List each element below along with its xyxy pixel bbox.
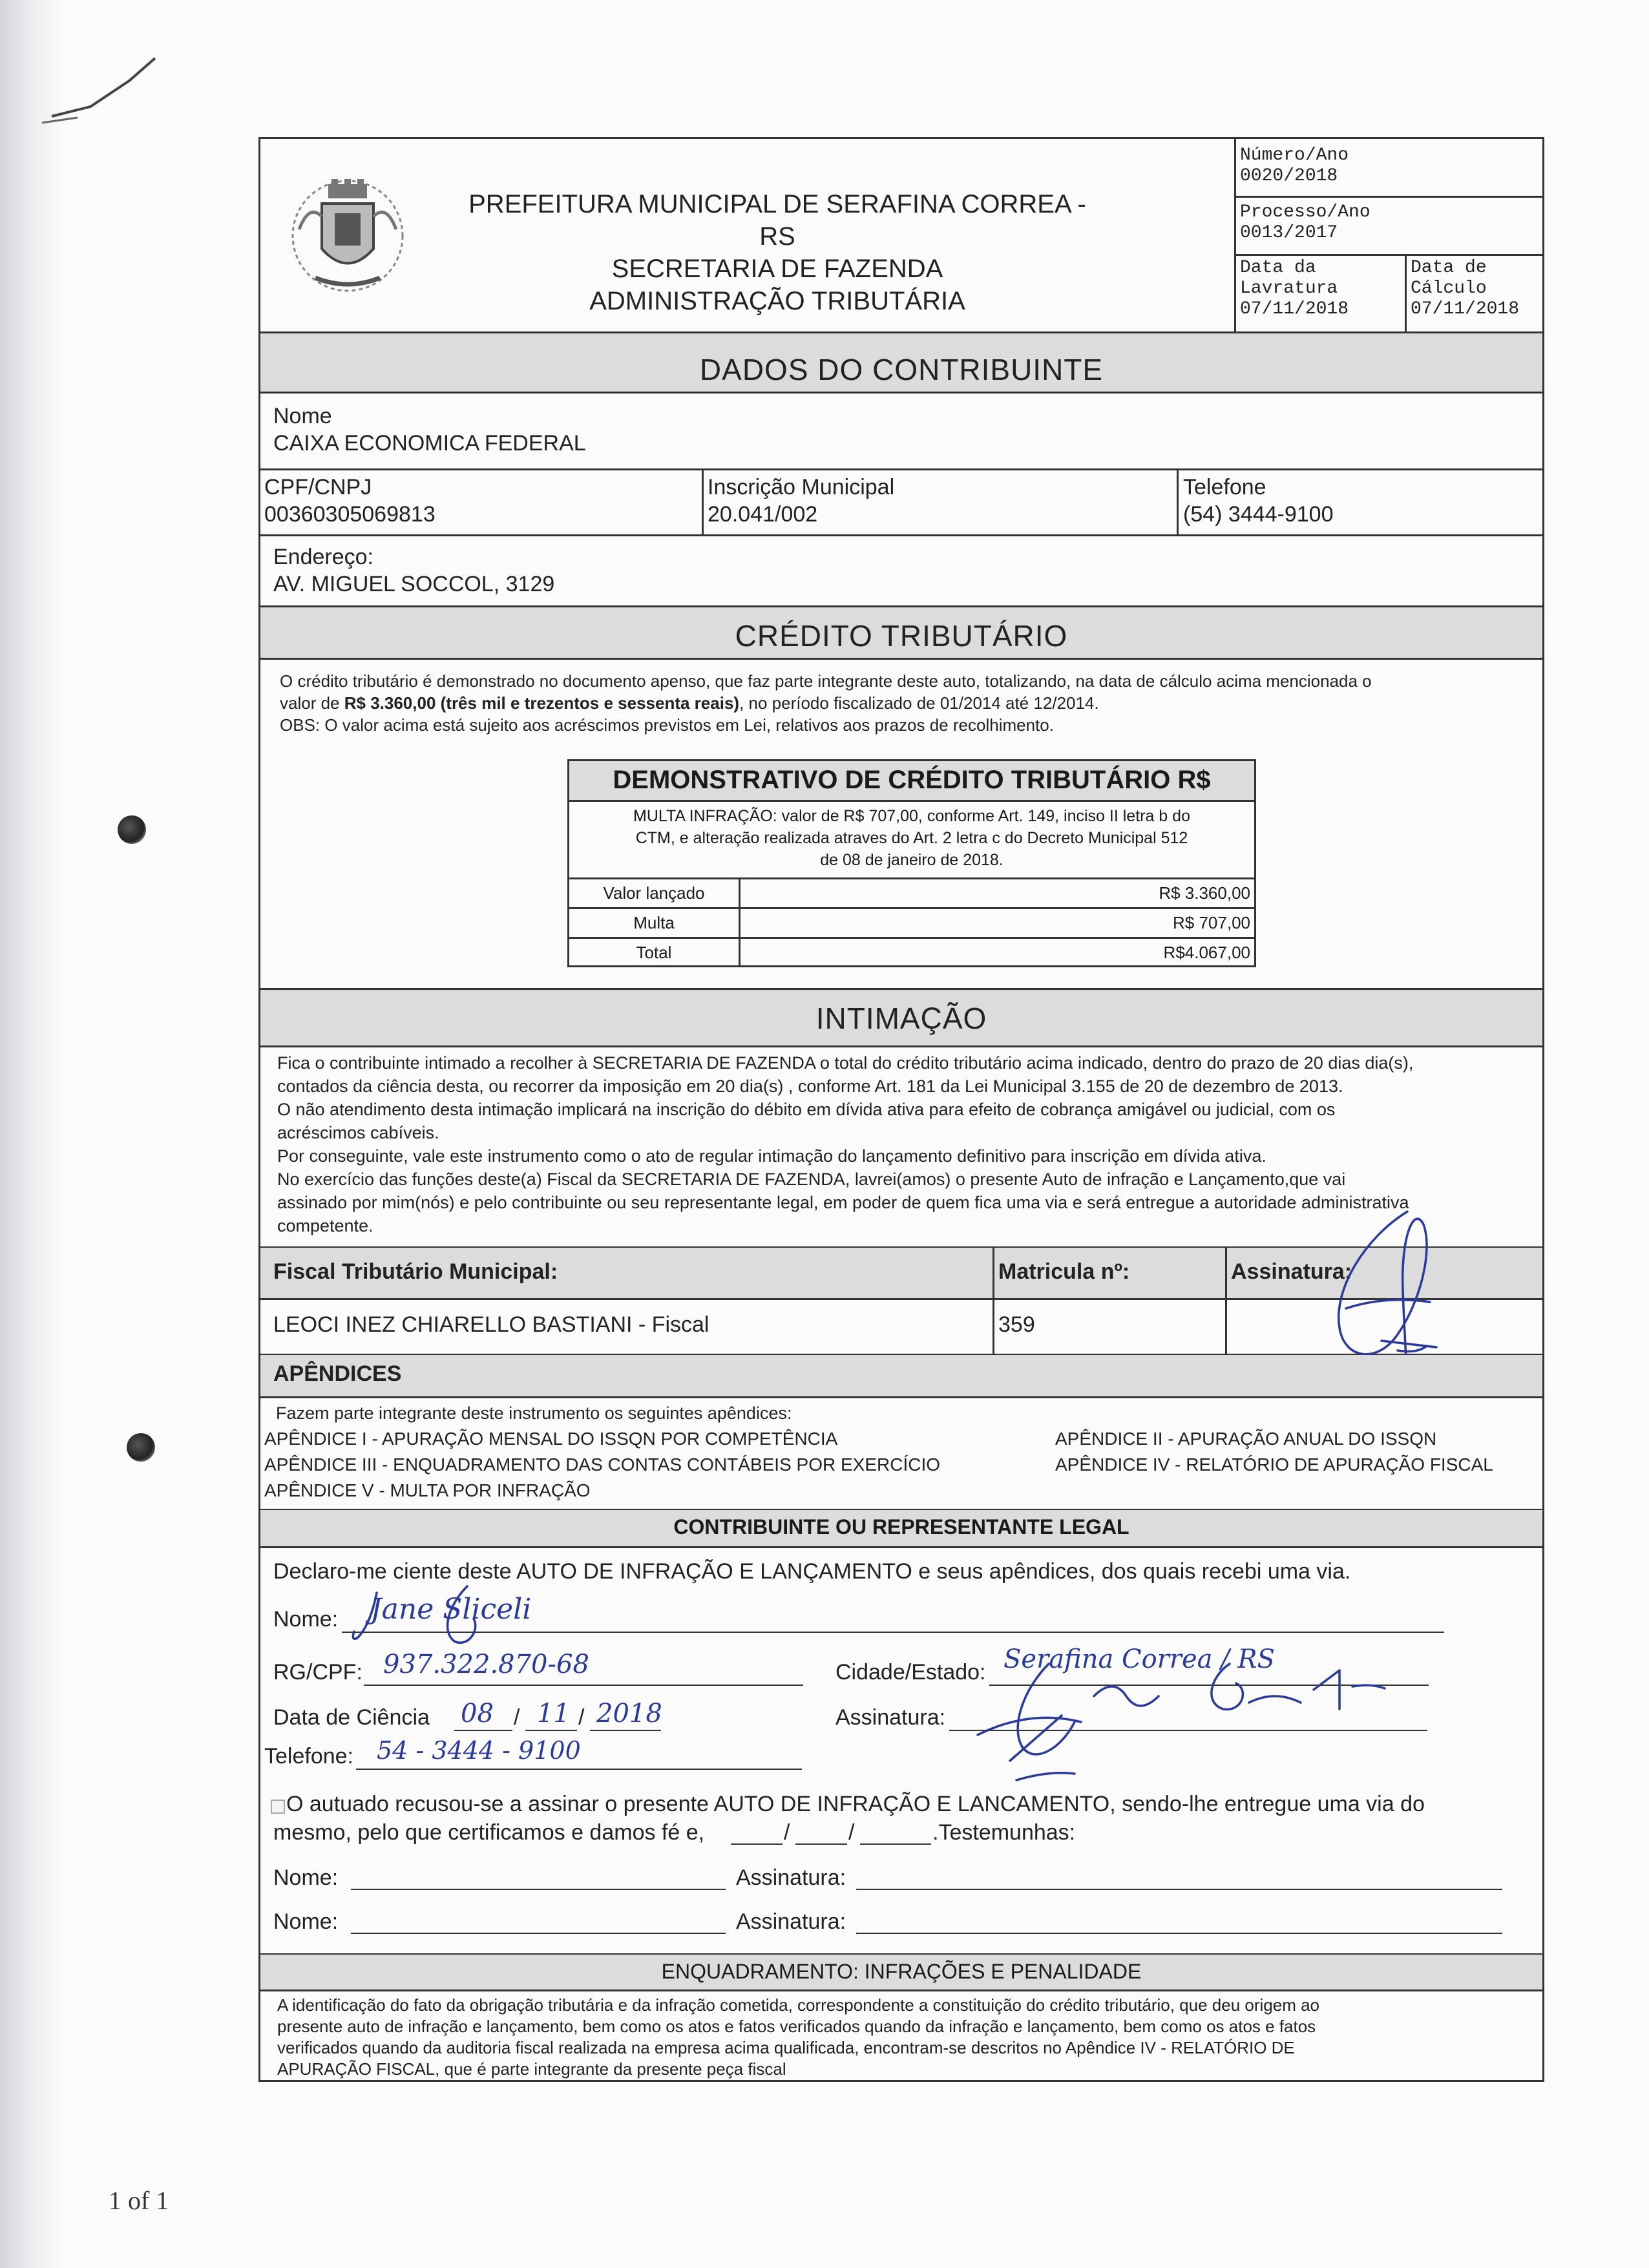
credito-valor: R$ 3.360,00 (três mil e trezentos e sessenta reais) xyxy=(344,693,740,713)
punch-hole-bottom xyxy=(127,1433,155,1462)
testemunhas-label: .Testemunhas: xyxy=(932,1820,1076,1845)
apendice-2: APÊNDICE II - APURAÇÃO ANUAL DO ISSQN xyxy=(1055,1429,1437,1449)
testemunha2-nome-label: Nome: xyxy=(273,1909,339,1934)
numero-ano-label: Número/Ano xyxy=(1240,145,1349,165)
data-calculo-label-2: Cálculo xyxy=(1411,278,1487,299)
section-title-contribuinte: DADOS DO CONTRIBUINTE xyxy=(699,353,1104,386)
demonstrativo-title: DEMONSTRATIVO DE CRÉDITO TRIBUTÁRIO R$ xyxy=(569,761,1254,802)
recusa-text-line-2: mesmo, pelo que certificamos e damos fé e, xyxy=(273,1820,705,1845)
staple-mark xyxy=(39,45,168,136)
assinatura-fiscal-label: Assinatura: xyxy=(1231,1259,1352,1284)
telefone-rep-handwritten: 54 - 3444 - 9100 xyxy=(377,1736,581,1765)
endereco-label: Endereço: xyxy=(273,545,373,569)
header-line-3: ADMINISTRAÇÃO TRIBUTÁRIA xyxy=(589,287,965,315)
cpf-cnpj-value: 00360305069813 xyxy=(264,502,436,527)
rg-cpf-label: RG/CPF: xyxy=(273,1660,362,1685)
data-ciencia-ano: 2018 xyxy=(596,1699,662,1728)
demonstrativo-table xyxy=(567,759,1256,967)
auto-infracao-form: PREFEITURA MUNICIPAL DE SERAFINA CORREA - RS SECRETARIA DE FAZENDA ADMINISTRAÇÃO TRIBUTÁRIA Número/Ano 0020/2018 Processo/Ano 0013/2017 Data da Lavratura 07/11/2018 Data de Cálculo 07/11/2018 DADOS DO CONTRIBUINTE Nome CAIXA ECONOMICA FEDERAL CPF/CNPJ 00360305069813 Inscrição Municipal 20.041/002 Telefone (54) 3444-9100 Endereço: AV. MIGUEL SOCCOL, 3129 CRÉDITO TRIBUTÁRIO O crédito tributário é demonstrado no documento apenso, que faz parte integrante deste auto, totalizando, na data de cálculo acima mencionada o valor de R$ 3.360,00 (três mil e trezentos e sessenta reais), no período fiscalizado de 01/2014 até 12/2014. OBS: O valor acima está sujeito aos acréscimos previstos em Lei, relativos aos prazos de recolhimento. DEMONSTRATIVO DE CRÉDITO TRIBUTÁRIO R$ MULTA INFRAÇÃO: valor de R$ 707,00, conforme Art. 149, inciso II letra b do CTM, e alteração realizada atraves do Art. 2 letra c do Decreto Municipal 512 de 08 de janeiro de 2018. Valor lançado R$ 3.360,00 Multa R$ 707,00 Total R$4.067,00 INTIMAÇÃO Fica o contribuinte intimado a recolher à SECRETARIA DE FAZENDA o total do crédito tributário acima indicado, dentro do prazo de 20 dias dia(s), contados da ciência desta, ou recorrer da imposição em 20 dia(s) , conforme Art. 181 da Lei Municipal 3.155 de 20 de dezembro de 2013. O não atendimento desta intimação implicará na inscrição do débito em dívida ativa para efeito de cobrança amigável ou judicial, com os acréscimos cabíveis. Por conseguinte, vale este instrumento como o ato de regular intimação do lançamento definitivo para inscrição em dívida ativa. No exercício das funções deste(a) Fiscal da SECRETARIA DE FAZENDA, lavrei(amos) o presente Auto de infração e Lançamento,que vai assinado por mim(nós) e pelo contribuinte ou seu representante legal, em poder de quem fica uma via e será entregue a autoridade administrativa competente. Fiscal Tributário Municipal: Matricula nº: Assinatura: LEOCI INEZ CHIARELLO BASTIANI - Fiscal 359 APÊNDICES Fazem parte integrante deste instrumento os seguintes apêndices: APÊNDICE I - APURAÇÃO MENSAL DO ISSQN POR COMPETÊNCIA APÊNDICE II - APURAÇÃO ANUAL DO ISSQN APÊNDICE III - ENQUADRAMENTO DAS CONTAS CONTÁBEIS POR EXERCÍCIO APÊNDICE IV - RELATÓRIO DE APURAÇÃO FISCAL APÊNDICE V - MULTA POR INFRAÇÃO CONTRIBUINTE OU REPRESENTANTE LEGAL Declaro-me ciente deste AUTO DE INFRAÇÃO E LANÇAMENTO e seus apêndices, dos quais recebi uma via. Nome: Jane Sliceli RG/CPF: 937.322.870-68 Cidade/Estado: Serafina Correa / RS Data de Ciência / / 08 11 2018 Assinatura: Telefone: 54 - 3444 - 9100 O autuado recusou-se a assinar o presente AUTO DE INFRAÇÃO E LANCAMENTO, sendo-lhe entregue uma via do mesmo, pelo que certificamos e damos fé e, / / .Testemunhas: Nome: Assinatura: Nome: Assinatura: ENQUADRAMENTO: INFRAÇÕES E PENALIDADE A identificação do fato da obrigação tributária e da infração cometida, correspondente a constituição do crédito tributário, que deu origem ao presente auto de infração e lançamento, bem como os atos e fatos verificados quando da infração e lançamento, bem como os atos e fatos verificados quando da auditoria fiscal realizada na empresa acima qualificada, encontram-se descritos no Apêndice IV - RELATÓRIO DE APURAÇÃO FISCAL, que é parte integrante da presente peça fiscal xyxy=(258,137,1544,2082)
cidade-estado-label: Cidade/Estado: xyxy=(835,1660,986,1685)
section-title-apendices: APÊNDICES xyxy=(273,1361,402,1386)
data-lavratura-label-2: Lavratura xyxy=(1240,278,1338,299)
recusa-checkbox[interactable] xyxy=(271,1800,285,1814)
nome-rep-label: Nome: xyxy=(273,1607,339,1632)
nome-rep-signature xyxy=(351,1580,545,1657)
numero-ano-value: 0020/2018 xyxy=(1240,166,1338,186)
apendice-4: APÊNDICE IV - RELATÓRIO DE APURAÇÃO FISCAL xyxy=(1055,1454,1493,1475)
credito-paragraph-line-1: O crédito tributário é demonstrado no documento apenso, que faz parte integrante deste auto, totalizando, na data de cálculo acima mencionada o xyxy=(280,671,1372,691)
telefone-rep-label: Telefone: xyxy=(264,1744,353,1769)
data-calculo-label: Data de xyxy=(1411,258,1487,278)
inscricao-municipal-value: 20.041/002 xyxy=(708,502,818,527)
assinatura-rep-label: Assinatura: xyxy=(835,1705,946,1730)
demonstrativo-row-total: Total R$4.067,00 xyxy=(569,937,1254,967)
header-line-2: SECRETARIA DE FAZENDA xyxy=(611,255,943,283)
demonstrativo-description: MULTA INFRAÇÃO: valor de R$ 707,00, conforme Art. 149, inciso II letra b do CTM, e alteração realizada atraves do Art. 2 letra c do Decreto Municipal 512 de 08 de janeiro de 2018. xyxy=(633,807,1190,869)
telefone-label: Telefone xyxy=(1183,475,1266,499)
telefone-value: (54) 3444-9100 xyxy=(1183,502,1334,527)
inscricao-municipal-label: Inscrição Municipal xyxy=(708,475,895,499)
section-title-enquadramento: ENQUADRAMENTO: INFRAÇÕES E PENALIDADE xyxy=(661,1960,1142,1983)
cidade-estado-handwritten: Serafina Correa / RS xyxy=(1003,1644,1275,1674)
apendice-1: APÊNDICE I - APURAÇÃO MENSAL DO ISSQN POR COMPETÊNCIA xyxy=(264,1429,838,1449)
credito-paragraph-line-2: valor de R$ 3.360,00 (três mil e trezentos e sessenta reais), no período fiscalizado de 01/2014 até 12/2014. xyxy=(280,693,1099,713)
apendice-3: APÊNDICE III - ENQUADRAMENTO DAS CONTAS CONTÁBEIS POR EXERCÍCIO xyxy=(264,1454,941,1475)
declaracao-text: Declaro-me ciente deste AUTO DE INFRAÇÃO E LANÇAMENTO e seus apêndices, dos quais recebi uma via. xyxy=(273,1559,1351,1584)
processo-ano-value: 0013/2017 xyxy=(1240,223,1338,243)
section-title-credito: CRÉDITO TRIBUTÁRIO xyxy=(735,619,1068,653)
testemunha2-assinatura-label: Assinatura: xyxy=(736,1909,846,1934)
testemunha1-assinatura-label: Assinatura: xyxy=(736,1865,846,1890)
data-lavratura-value: 07/11/2018 xyxy=(1240,299,1349,319)
testemunha1-nome-label: Nome: xyxy=(273,1865,339,1890)
data-lavratura-label: Data da xyxy=(1240,258,1316,278)
scan-edge-shadow xyxy=(0,0,65,2268)
recusa-text-line-1: O autuado recusou-se a assinar o presente AUTO DE INFRAÇÃO E LANCAMENTO, sendo-lhe entregue uma via do xyxy=(286,1792,1425,1816)
nome-value: CAIXA ECONOMICA FEDERAL xyxy=(273,431,586,456)
nome-rep-handwritten: Jane Sliceli xyxy=(370,1593,532,1626)
credito-obs: OBS: O valor acima está sujeito aos acréscimos previstos em Lei, relativos aos prazos de recolhimento. xyxy=(280,715,1054,735)
processo-ano-label: Processo/Ano xyxy=(1240,202,1371,222)
rg-cpf-handwritten: 937.322.870-68 xyxy=(383,1650,589,1679)
demonstrativo-row-multa: Multa R$ 707,00 xyxy=(569,907,1254,937)
data-ciencia-mes: 11 xyxy=(537,1699,570,1728)
municipal-coat-of-arms xyxy=(280,165,415,300)
fiscal-label: Fiscal Tributário Municipal: xyxy=(273,1259,558,1284)
data-ciencia-dia: 08 xyxy=(461,1699,494,1728)
matricula-value: 359 xyxy=(998,1312,1035,1337)
endereco-value: AV. MIGUEL SOCCOL, 3129 xyxy=(273,572,555,596)
representante-signature xyxy=(952,1651,1533,1793)
apendice-5: APÊNDICE V - MULTA POR INFRAÇÃO xyxy=(264,1480,591,1500)
enquadramento-text: A identificação do fato da obrigação tributária e da infração cometida, correspondente a constituição do crédito tributário, que deu origem ao presente auto de infração e lançamento, bem como os atos e fatos verificados quando da infração e lançamento, bem como os atos e fatos verificados quando da auditoria fiscal realizada na empresa acima qualificada, encontram-se descritos no Apêndice IV - RELATÓRIO DE APURAÇÃO FISCAL, que é parte integrante da presente peça fiscal xyxy=(277,1995,1320,2079)
apendices-intro: Fazem parte integrante deste instrumento os seguintes apêndices: xyxy=(276,1403,792,1423)
data-ciencia-label: Data de Ciência xyxy=(273,1705,430,1730)
nome-label: Nome xyxy=(273,404,332,428)
punch-hole-top xyxy=(118,815,146,844)
section-title-intimacao: INTIMAÇÃO xyxy=(815,1002,987,1035)
page-number: 1 of 1 xyxy=(109,2186,169,2215)
issuer-header xyxy=(454,188,1100,317)
intimacao-text: Fica o contribuinte intimado a recolher à SECRETARIA DE FAZENDA o total do crédito tributário acima indicado, dentro do prazo de 20 dias dia(s), contados da ciência desta, ou recorrer da imposição em 20 dia(s) , conforme Art. 181 da Lei Municipal 3.155 de 20 de dezembro de 2013. O não atendimento desta intimação implicará na inscrição do débito em dívida ativa para efeito de cobrança amigável ou judicial, com os acréscimos cabíveis. Por conseguinte, vale este instrumento como o ato de regular intimação do lançamento definitivo para inscrição em dívida ativa. No exercício das funções deste(a) Fiscal da SECRETARIA DE FAZENDA, lavrei(amos) o presente Auto de infração e Lançamento,que vai assinado por mim(nós) e pelo contribuinte ou seu representante legal, em poder de quem fica uma via e será entregue a autoridade administrativa competente. xyxy=(277,1053,1414,1235)
fiscal-name: LEOCI INEZ CHIARELLO BASTIANI - Fiscal xyxy=(273,1312,709,1337)
cpf-cnpj-label: CPF/CNPJ xyxy=(264,475,372,499)
data-calculo-value: 07/11/2018 xyxy=(1411,299,1520,319)
demonstrativo-row-valor-lancado: Valor lançado R$ 3.360,00 xyxy=(569,877,1254,907)
header-line-1: PREFEITURA MUNICIPAL DE SERAFINA CORREA - RS xyxy=(468,190,1086,251)
matricula-label: Matricula nº: xyxy=(998,1259,1130,1284)
section-title-representante: CONTRIBUINTE OU REPRESENTANTE LEGAL xyxy=(673,1515,1129,1538)
